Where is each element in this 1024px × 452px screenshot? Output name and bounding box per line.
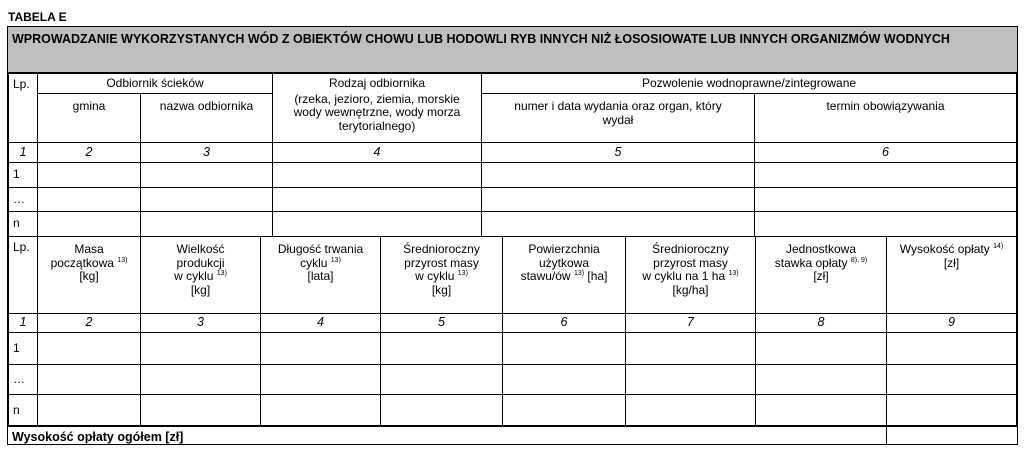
col-number: 5 (482, 143, 755, 163)
przyrost-ha-header (626, 237, 756, 314)
header-line: [zł] (943, 255, 960, 270)
cell-input[interactable] (482, 188, 755, 212)
row-index: n (9, 395, 38, 427)
header-line: początkowa $^{13)}$ (50, 255, 128, 270)
col-number: 4 (261, 314, 381, 333)
rodzaj-title: Rodzaj odbiornika (328, 76, 426, 90)
cell-input[interactable] (482, 212, 755, 237)
row-index: n (9, 212, 38, 237)
cell-input[interactable] (755, 163, 1017, 188)
wysokosc-header (887, 237, 1017, 314)
header-line: Długość trwania (277, 242, 364, 256)
cell-input[interactable] (38, 395, 141, 427)
col-number: 2 (38, 143, 141, 163)
col-number: 6 (503, 314, 626, 333)
cell-input[interactable] (141, 395, 261, 427)
powierzchnia-header (503, 237, 626, 314)
cell-input[interactable] (38, 212, 141, 237)
col-number: 3 (141, 143, 273, 163)
form-table-e (7, 26, 1018, 445)
fee-table (8, 236, 1017, 427)
header-line: [lata] (307, 269, 334, 283)
rodzaj-header (273, 74, 482, 143)
header-line: Średnioroczny (652, 242, 729, 256)
rodzaj-desc: (rzeka, jezioro, ziemia, morskie wody wewnętrzne, wody morza terytorialnego) (293, 91, 461, 133)
header-line: [kg] (79, 269, 99, 283)
row-index: 1 (9, 163, 38, 188)
col-number: 8 (756, 314, 887, 333)
nazwa-header: nazwa odbiornika (141, 94, 273, 143)
total-row (8, 425, 1017, 444)
header-line: Masa (74, 242, 104, 256)
cell-input[interactable] (38, 333, 141, 365)
col-number: 1 (9, 314, 38, 333)
cell-input[interactable] (273, 163, 482, 188)
header-line: Wielkość (176, 242, 225, 256)
cell-input[interactable] (887, 365, 1017, 395)
cell-input[interactable] (261, 395, 381, 427)
cell-input[interactable] (141, 163, 273, 188)
cell-input[interactable] (38, 163, 141, 188)
lp-header: Lp. (9, 74, 38, 143)
total-label: Wysokość opłaty ogółem [zł] (12, 430, 184, 444)
cell-input[interactable] (756, 395, 887, 427)
row-index: 1 (9, 333, 38, 365)
cell-input[interactable] (273, 188, 482, 212)
header-line: przyrost masy (404, 255, 479, 270)
header-line: produkcji (176, 255, 225, 270)
col-number: 7 (626, 314, 756, 333)
row-index: … (9, 365, 38, 395)
header-line: stawu/ów $^{13)}$ [ha] (520, 269, 608, 283)
cell-input[interactable] (887, 395, 1017, 427)
header-line: użytkowa (538, 255, 590, 270)
cell-input[interactable] (38, 188, 141, 212)
cell-input[interactable] (141, 212, 273, 237)
dlugosc-header (261, 237, 381, 314)
cell-input[interactable] (141, 365, 261, 395)
cell-input[interactable] (261, 333, 381, 365)
cell-input[interactable] (273, 212, 482, 237)
cell-input[interactable] (38, 365, 141, 395)
cell-input[interactable] (381, 395, 503, 427)
header-line: [kg/ha] (672, 282, 709, 297)
total-value-field[interactable] (886, 426, 1017, 444)
cell-input[interactable] (755, 212, 1017, 237)
table-header: WPROWADZANIE WYKORZYSTANYCH WÓD Z OBIEKTÓW CHOWU LUB HODOWLI RYB INNYCH NIŻ ŁOSOSIOWATE LUB INNYCH ORGANIZMÓW WODNYCH (8, 27, 1017, 73)
termin-header: termin obowiązywania (755, 94, 1017, 143)
header-line: w cyklu $^{13)}$ (415, 269, 468, 283)
header-line: cyklu $^{13)}$ (300, 255, 341, 270)
header-line: Średnioroczny (403, 242, 480, 256)
header-line: w cyklu $^{13)}$ (174, 269, 227, 283)
gmina-header: gmina (38, 94, 141, 143)
przyrost-header (381, 237, 503, 314)
col-number: 3 (141, 314, 261, 333)
header-line: [kg] (190, 282, 211, 297)
cell-input[interactable] (482, 163, 755, 188)
header-line: Jednostkowa (785, 242, 857, 256)
masa-header (38, 237, 141, 314)
header-line: przyrost masy (653, 255, 728, 270)
wielkosc-header (141, 237, 261, 314)
header-line: [zł] (813, 269, 829, 283)
cell-input[interactable] (626, 365, 756, 395)
cell-input[interactable] (141, 188, 273, 212)
cell-input[interactable] (755, 188, 1017, 212)
pozwolenie-header: Pozwolenie wodnoprawne/zintegrowane (482, 74, 1017, 94)
receiver-table (8, 73, 1017, 237)
col-number: 9 (887, 314, 1017, 333)
table-label: TABELA E (8, 10, 67, 24)
cell-input[interactable] (756, 365, 887, 395)
col-number: 4 (273, 143, 482, 163)
cell-input[interactable] (261, 365, 381, 395)
cell-input[interactable] (503, 333, 626, 365)
stawka-header (756, 237, 887, 314)
cell-input[interactable] (141, 333, 261, 365)
cell-input[interactable] (756, 333, 887, 365)
col-number: 6 (755, 143, 1017, 163)
cell-input[interactable] (626, 395, 756, 427)
numer-header: numer i data wydania oraz organ, który wydał (482, 94, 755, 143)
cell-input[interactable] (887, 333, 1017, 365)
header-line: stawka opłaty $^{8), 9)}$ (774, 255, 868, 270)
col-number: 5 (381, 314, 503, 333)
header-line: Powierzchnia (528, 242, 600, 256)
row-index: … (9, 188, 38, 212)
cell-input[interactable] (626, 333, 756, 365)
header-line: Wysokość opłaty $^{14)}$ (899, 242, 1004, 256)
header-line: w cyklu na 1 ha $^{13)}$ (642, 269, 739, 283)
cell-input[interactable] (381, 333, 503, 365)
col-number: 2 (38, 314, 141, 333)
cell-input[interactable] (503, 365, 626, 395)
header-line: [kg] (431, 282, 452, 297)
cell-input[interactable] (381, 365, 503, 395)
col-number: 1 (9, 143, 38, 163)
cell-input[interactable] (503, 395, 626, 427)
odbiornik-header: Odbiornik ścieków (38, 74, 273, 94)
lp-header: Lp. (9, 237, 38, 314)
